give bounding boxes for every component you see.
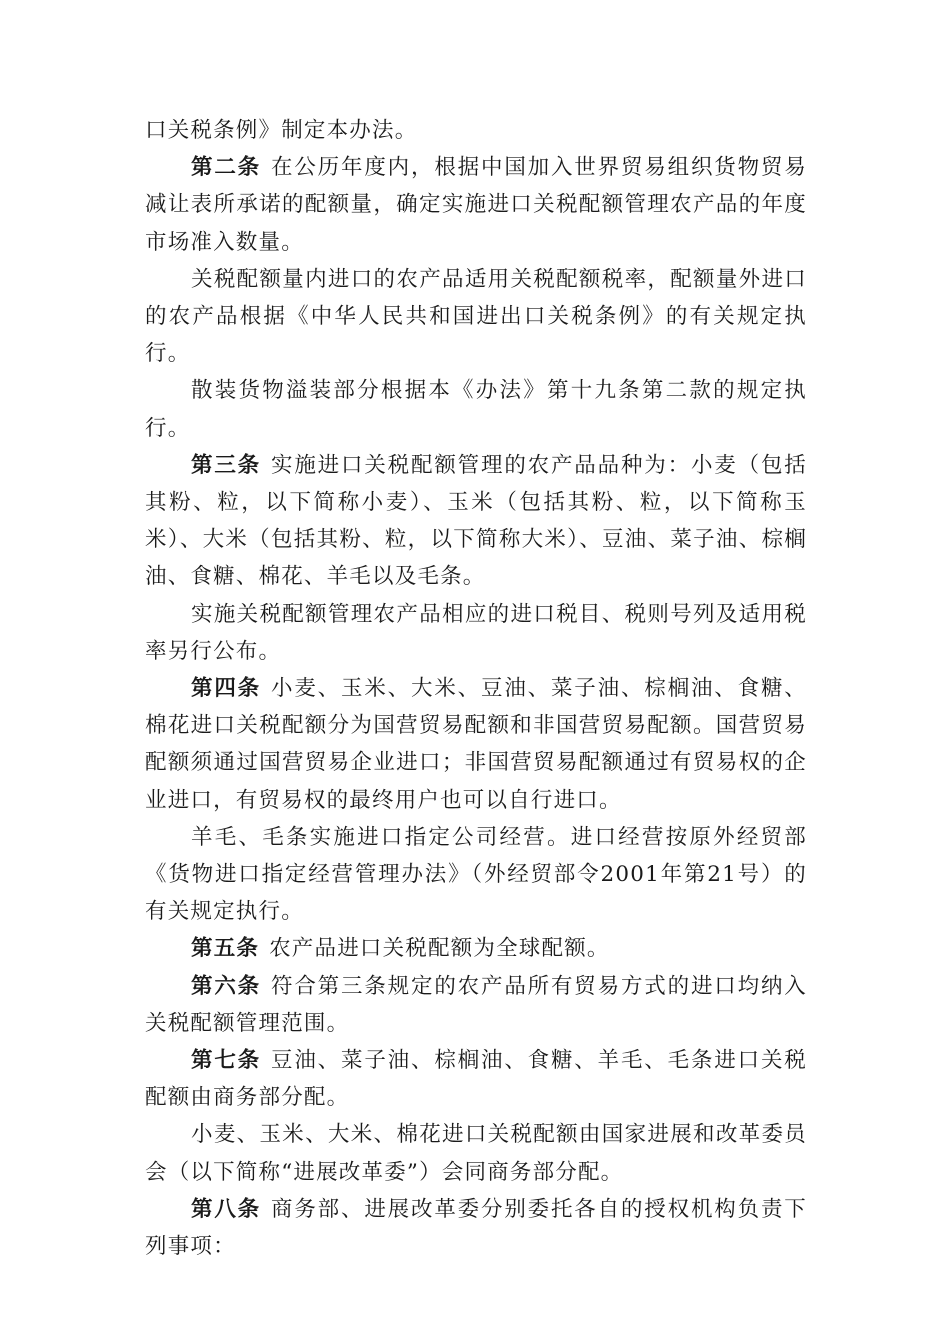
- paragraph-text: 小麦、玉米、大米、棉花进口关税配额由国家进展和改革委员会（以下简称“进展改革委”）会同商务部分配。: [145, 1122, 807, 1185]
- paragraph-text: 农产品进口关税配额为全球配额。: [269, 936, 610, 962]
- paragraph-1: [145, 112, 807, 149]
- paragraph-8: [145, 819, 807, 931]
- paragraph-text: 散装货物溢装部分根据本《办法》第十九条第二款的规定执行。: [145, 378, 807, 441]
- article-4: [145, 670, 807, 819]
- article-label: 第二条: [191, 155, 261, 181]
- article-label: 第三条: [191, 452, 261, 478]
- article-3: [145, 447, 807, 596]
- paragraph-text: 小麦、玉米、大米、豆油、菜子油、棕榈油、食糖、棉花进口关税配额分为国营贸易配额和非国营贸易配额。国营贸易配额须通过国营贸易企业进口；非国营贸易配额通过有贸易权的企业进口，有贸易权的最终用户也可以自行进口。: [145, 676, 807, 813]
- article-label: 第八条: [191, 1196, 261, 1222]
- paragraph-text: 豆油、菜子油、棕榈油、食糖、羊毛、毛条进口关税配额由商务部分配。: [145, 1048, 807, 1111]
- article-label: 第四条: [191, 676, 261, 702]
- paragraph-6: [145, 596, 807, 670]
- paragraph-text: 口关税条例》制定本办法。: [145, 118, 418, 143]
- article-2: [145, 149, 807, 261]
- paragraph-3: [145, 261, 807, 373]
- paragraph-text: 关税配额量内进口的农产品适用关税配额税率，配额量外进口的农产品根据《中华人民共和国进出口关税条例》的有关规定执行。: [145, 266, 807, 367]
- paragraph-text: 实施进口关税配额管理的农产品品种为：小麦（包括其粉、粒，以下简称小麦）、玉米（包括其粉、粒，以下简称玉米）、大米（包括其粉、粒，以下简称大米）、豆油、菜子油、棕榈油、食糖、棉花、羊毛以及毛条。: [145, 452, 807, 590]
- document-page: [145, 112, 807, 1265]
- paragraph-text: 商务部、进展改革委分别委托各自的授权机构负责下列事项：: [145, 1196, 807, 1260]
- paragraph-text: 在公历年度内，根据中国加入世界贸易组织货物贸易减让表所承诺的配额量，确定实施进口关税配额管理农产品的年度市场准入数量。: [145, 155, 807, 255]
- paragraph-text: 实施关税配额管理农产品相应的进口税目、税则号列及适用税率另行公布。: [145, 601, 807, 664]
- article-label: 第六条: [191, 973, 261, 999]
- article-label: 第五条: [191, 936, 260, 962]
- article-5: [145, 930, 807, 967]
- article-6: [145, 968, 807, 1042]
- paragraph-4: [145, 372, 807, 446]
- paragraph-text: 羊毛、毛条实施进口指定公司经营。进口经营按原外经贸部《货物进口指定经营管理办法》（外经贸部令2001年第21号）的有关规定执行。: [145, 824, 807, 925]
- article-8: [145, 1191, 807, 1265]
- article-label: 第七条: [191, 1048, 261, 1074]
- article-7: [145, 1042, 807, 1116]
- paragraph-text: 符合第三条规定的农产品所有贸易方式的进口均纳入关税配额管理范围。: [145, 973, 807, 1036]
- paragraph-12: [145, 1116, 807, 1190]
